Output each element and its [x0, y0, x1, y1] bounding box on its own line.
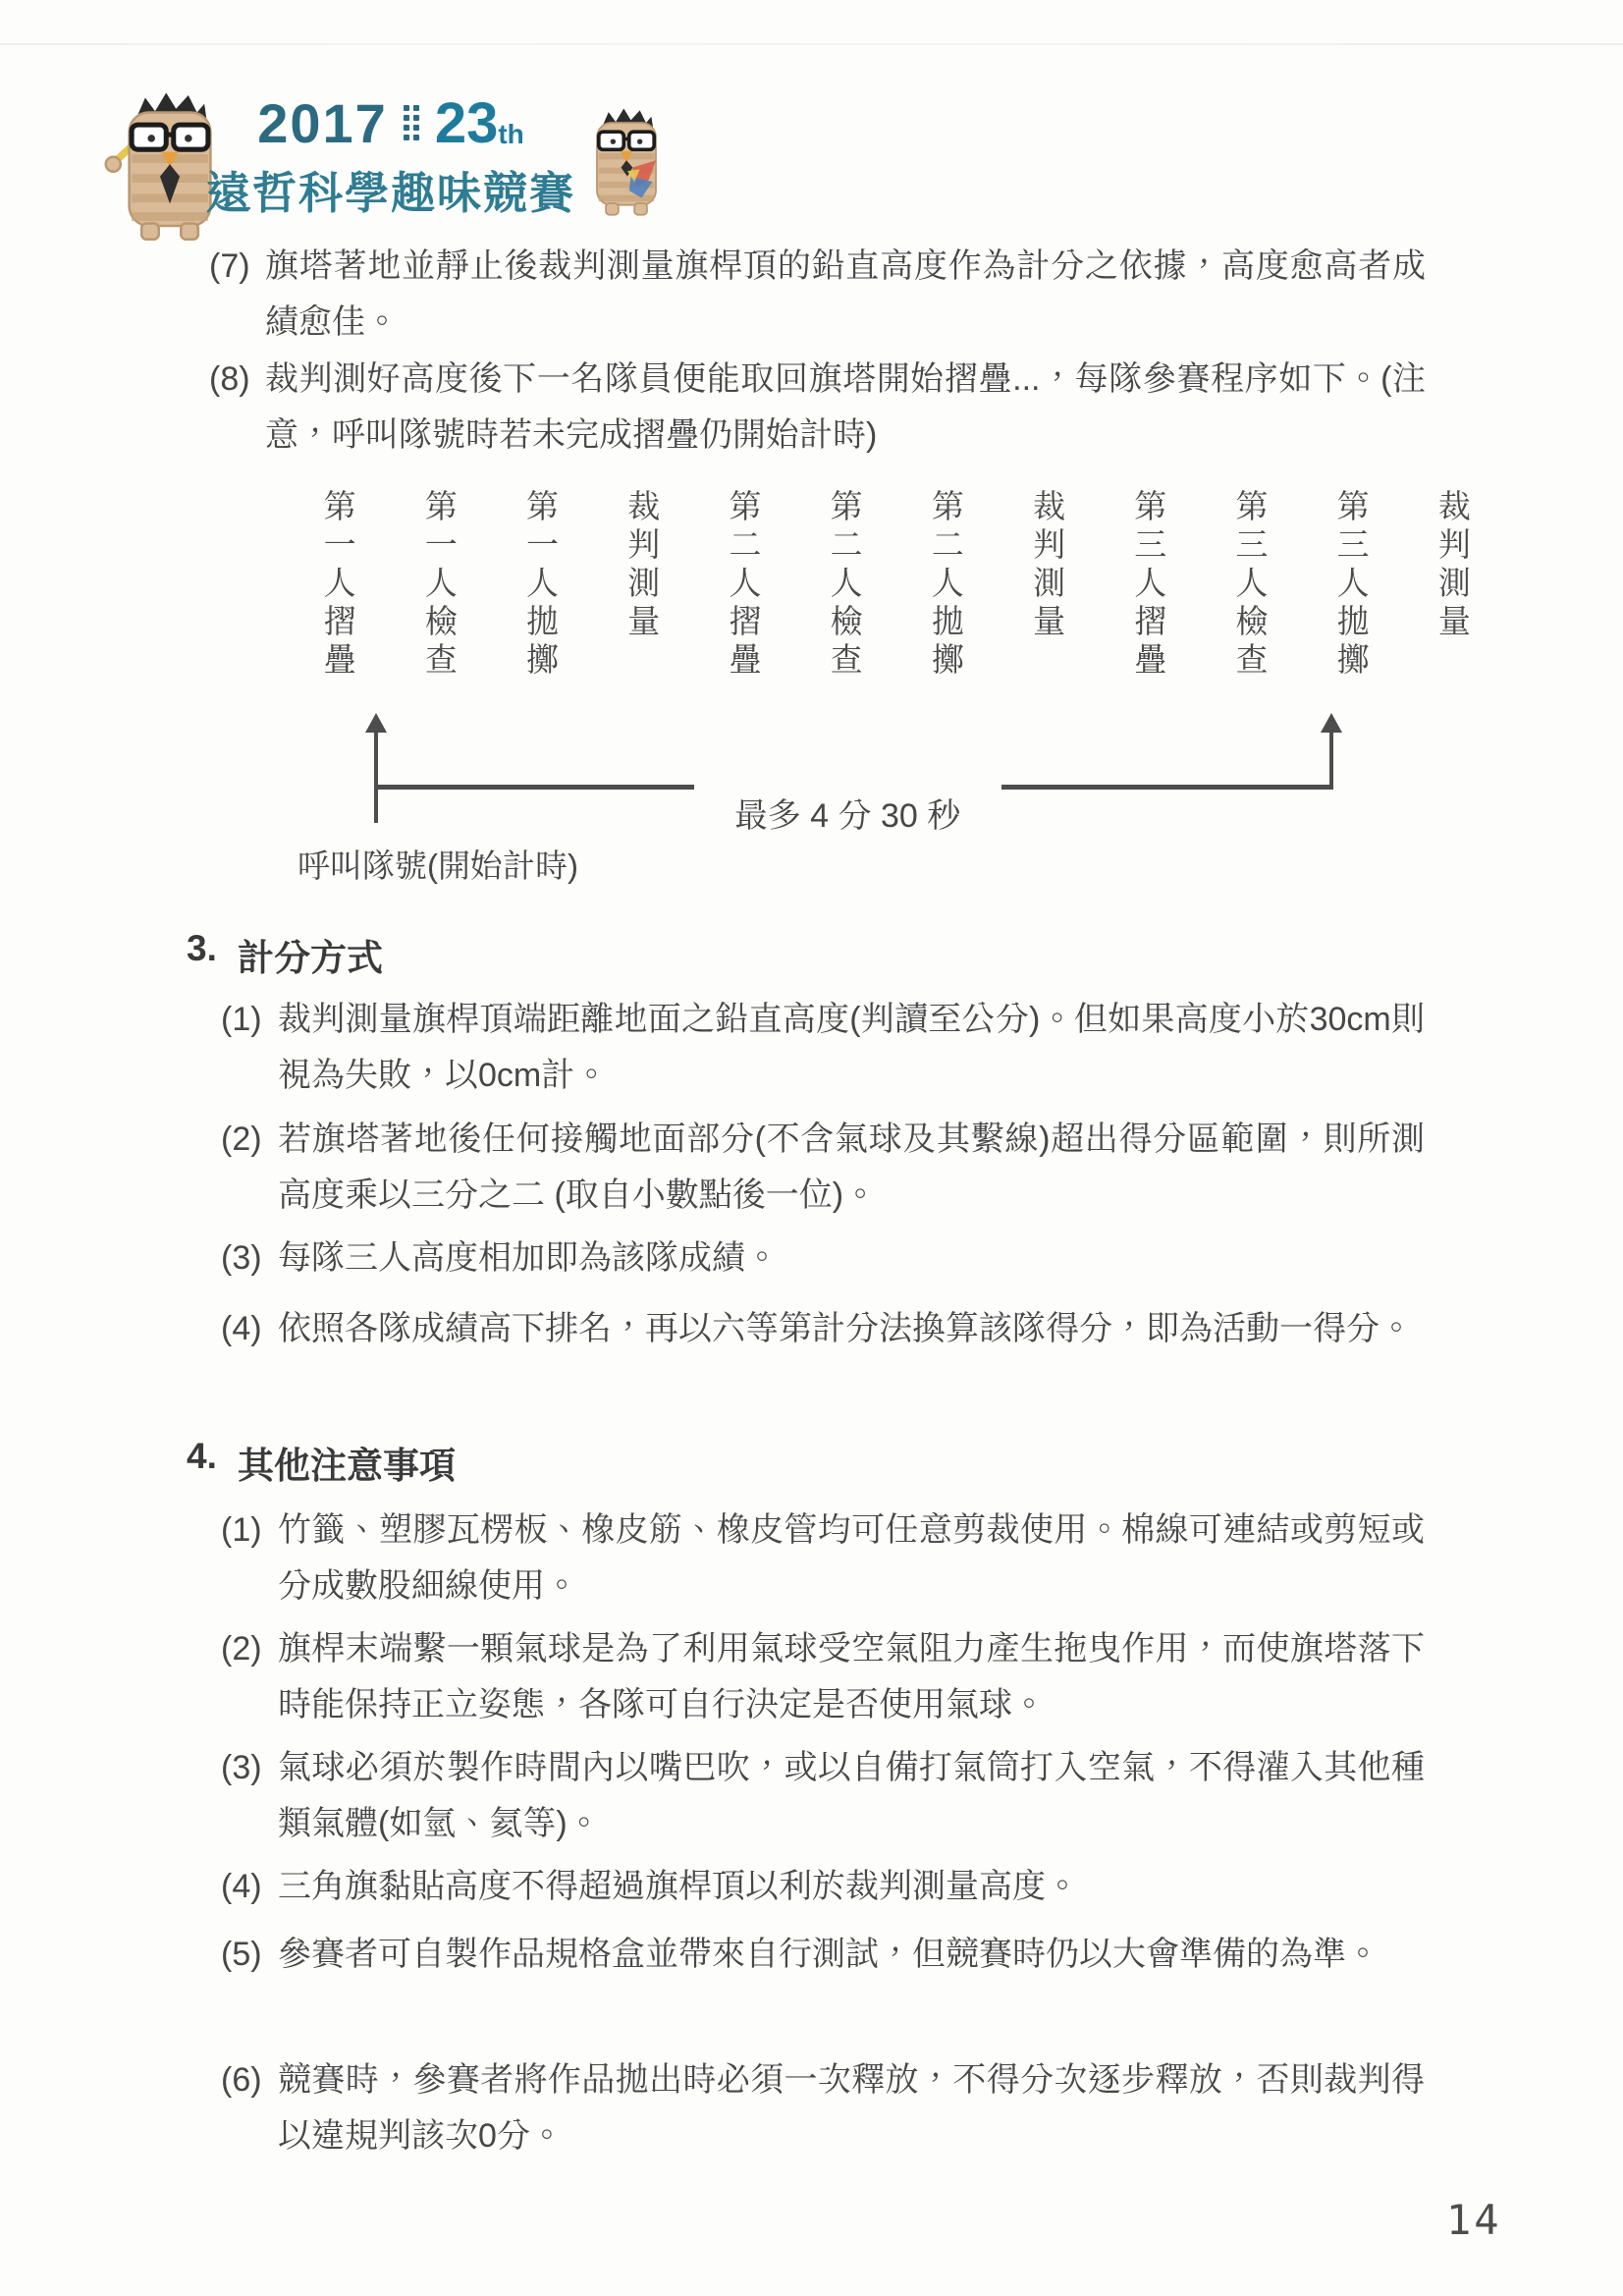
item-text: 依照各隊成績高下排名，再以六等第計分法換算該隊得分，即為活動一得分。 [278, 1310, 1413, 1347]
procedure-step: 第三人檢查 [1231, 489, 1269, 681]
procedure-step: 第一人拋擲 [522, 489, 560, 681]
section-3-number: 3. [187, 928, 217, 968]
procedure-step: 第一人檢查 [420, 489, 458, 681]
timeline-start-tick [374, 731, 378, 823]
item-label: (2) [221, 1630, 262, 1667]
item-label: (1) [221, 1511, 262, 1549]
event-logo [98, 77, 687, 258]
section-3-heading [187, 928, 383, 981]
section-4-item-1 [221, 1503, 1425, 1614]
dots-separator-icon [404, 105, 419, 140]
item-text: 氣球必須於製作時間內以嘴巴吹，或以自備打氣筒打入空氣，不得灌入其他種類氣體(如氫、氦等)。 [278, 1749, 1425, 1842]
logo-edition [435, 90, 524, 156]
item-label: (4) [221, 1310, 262, 1347]
scan-artifact-line [0, 43, 1623, 45]
item-label: (1) [221, 1001, 262, 1038]
logo-edition-suffix: th [498, 118, 524, 149]
procedure-step: 第二人拋擲 [927, 489, 964, 681]
rule-item-8-label: (8) [209, 360, 250, 398]
procedure-step: 第三人拋擲 [1332, 489, 1370, 681]
timeline-end-tick [1329, 731, 1333, 790]
section-3-item-4 [221, 1301, 1425, 1357]
section-3-item-1 [221, 992, 1425, 1104]
timeline-duration-label: 最多 4 分 30 秒 [733, 797, 961, 835]
item-text: 競賽時，參賽者將作品拋出時必須一次釋放，不得分次逐步釋放，否則裁判得以違規判該次0分。 [278, 2061, 1425, 2155]
section-4-heading [187, 1436, 456, 1489]
section-3-item-3 [221, 1230, 1425, 1286]
item-text: 三角旗黏貼高度不得超過旗桿頂以利於裁判測量高度。 [278, 1868, 1079, 1905]
timeline-start-label: 呼叫隊號(開始計時) [298, 847, 578, 884]
timeline-start-arrow-icon [365, 713, 387, 733]
procedure-step: 裁判測量 [623, 489, 661, 642]
item-label: (3) [221, 1239, 262, 1277]
timeline-line-left [376, 785, 694, 790]
logo-top-row [198, 92, 583, 153]
section-4-item-5 [221, 1927, 1425, 1983]
section-3-title: 計分方式 [238, 938, 383, 978]
procedure-step: 第一人摺疊 [319, 489, 356, 681]
owl-mascot-confetti-icon [577, 84, 676, 242]
timeline-end-arrow-icon [1321, 713, 1342, 733]
logo-text-block [198, 92, 583, 221]
logo-title: 遠哲科學趣味競賽 [205, 168, 575, 218]
procedure-step: 第三人摺疊 [1130, 489, 1167, 681]
section-4-item-2 [221, 1621, 1425, 1733]
procedure-diagram-steps [320, 489, 1469, 681]
rule-item-8 [209, 352, 1426, 464]
item-text: 裁判測量旗桿頂端距離地面之鉛直高度(判讀至公分)。但如果高度小於30cm則視為失敗，以0cm計。 [278, 1001, 1425, 1094]
mascot-right-icon [577, 84, 676, 246]
rule-item-8-text: 裁判測好高度後下一名隊員便能取回旗塔開始摺疊...，每隊參賽程序如下。(注意，呼叫隊號時若未完成摺疊仍開始計時) [265, 360, 1426, 454]
item-label: (6) [221, 2061, 262, 2099]
procedure-step: 裁判測量 [1029, 489, 1066, 642]
item-label: (5) [221, 1936, 262, 1973]
section-4-item-3 [221, 1740, 1425, 1852]
logo-year: 2017 [257, 91, 388, 154]
item-text: 每隊三人高度相加即為該隊成績。 [278, 1239, 779, 1277]
section-4-number: 4. [187, 1436, 217, 1476]
item-text: 若旗塔著地後任何接觸地面部分(不含氣球及其繫線)超出得分區範圍，則所測高度乘以三分之二 (取自小數點後一位)。 [278, 1121, 1425, 1214]
procedure-step: 第二人摺疊 [725, 489, 762, 681]
section-4-title: 其他注意事項 [238, 1446, 456, 1486]
section-3-item-2 [221, 1112, 1425, 1224]
page-number: 14 [1446, 2196, 1502, 2244]
rule-item-7-text: 旗塔著地並靜止後裁判測量旗桿頂的鉛直高度作為計分之依據，高度愈高者成績愈佳。 [265, 247, 1426, 341]
logo-edition-number: 23 [434, 90, 499, 155]
procedure-step: 第二人檢查 [826, 489, 863, 681]
timeline-line-right [1001, 785, 1333, 790]
rule-item-7 [209, 239, 1426, 351]
rule-item-7-label: (7) [209, 247, 250, 285]
item-label: (2) [221, 1121, 262, 1158]
section-4-item-4 [221, 1859, 1425, 1915]
section-4-item-6 [221, 2052, 1425, 2164]
item-label: (4) [221, 1868, 262, 1905]
item-text: 旗桿末端繫一顆氣球是為了利用氣球受空氣阻力產生拖曳作用，而使旗塔落下時能保持正立姿態，各隊可自行決定是否使用氣球。 [278, 1630, 1425, 1723]
procedure-step: 裁判測量 [1434, 489, 1471, 642]
item-label: (3) [221, 1749, 262, 1786]
item-text: 竹籤、塑膠瓦楞板、橡皮筋、橡皮管均可任意剪裁使用。棉線可連結或剪短或分成數股細線使用。 [278, 1511, 1425, 1605]
item-text: 參賽者可自製作品規格盒並帶來自行測試，但競賽時仍以大會準備的為準。 [278, 1936, 1380, 1973]
